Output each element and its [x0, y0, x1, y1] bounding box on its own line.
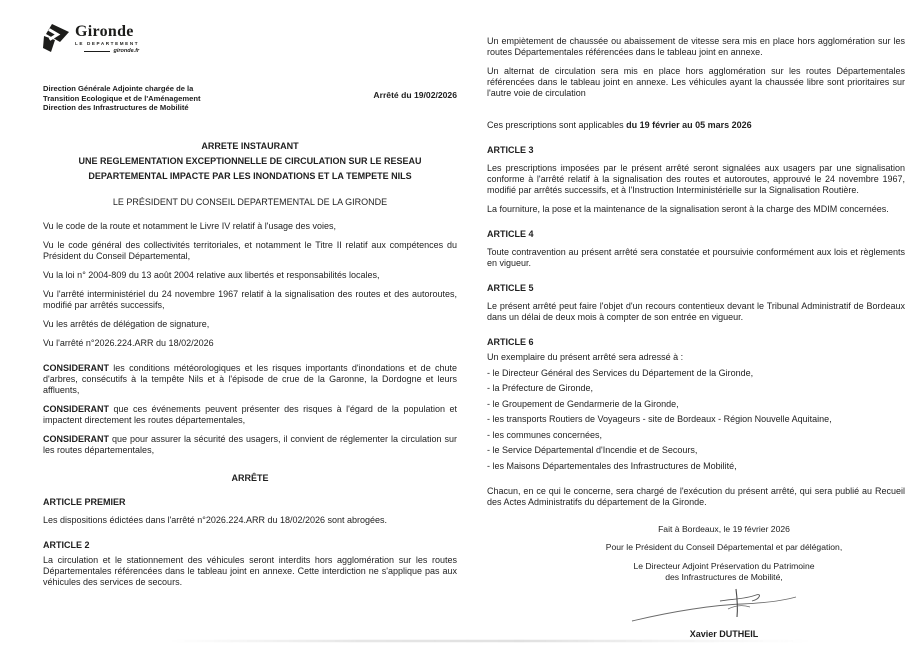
article-heading-2: ARTICLE 2 [43, 539, 90, 550]
header-row [43, 84, 457, 113]
gironde-logo-mark-icon [43, 24, 70, 60]
applicability-dates: du 19 février au 05 mars 2026 [626, 120, 752, 130]
considerant-lead: CONSIDERANT [43, 433, 110, 444]
considerant-text: que pour assurer la sécurité des usagers, il convient de réglementer la circulation sur les routes départementales, [43, 433, 457, 455]
considerant-lead: CONSIDERANT [43, 362, 110, 373]
closing-paragraph: Chacun, en ce qui le concerne, sera chargé de l'exécution du présent arrêté, qui sera publié au Recueil des Actes Administratifs du département de la Gironde. [487, 485, 905, 507]
measure-paragraph: Un alternat de circulation sera mis en place hors agglomération sur les routes Départementales référencées dans le tableau joint en annexe. Les véhicules ayant la chaussée libre sont prioritaires sur l'autre voie de circulation [487, 66, 905, 98]
logo-site-text: gironde.fr [113, 48, 140, 54]
visa-paragraph: Vu le code de la route et notamment le Livre IV relatif à l'usage des voies, [43, 220, 337, 231]
visa-paragraph: Vu le code général des collectivités territoriales, et notamment le Titre II relatif aux compétences du Président du Conseil Départemental, [43, 239, 457, 261]
article-heading-premier: ARTICLE PREMIER [43, 496, 126, 507]
logo-dept-text: LE DEPARTEMENT [75, 41, 140, 46]
list-item: - le Service Départemental d'Incendie et de Secours, [487, 445, 698, 455]
article-heading-4: ARTICLE 4 [487, 229, 534, 239]
list-item: - le Groupement de Gendarmerie de la Gironde, [487, 398, 679, 409]
article-paragraph: Le présent arrêté peut faire l'objet d'un recours contentieux devant le Tribunal Administratif de Bordeaux dans un délai de deux mois à compter de son entrée en vigueur. [487, 301, 905, 322]
visa-paragraph: Vu les arrêtés de délégation de signature, [43, 318, 210, 329]
article-paragraph: Toute contravention au présent arrêté sera constatée et poursuivie conformément aux lois et règlements en vigueur. [487, 247, 905, 268]
president-line: LE PRÉSIDENT DU CONSEIL DEPARTEMENTAL DE LA GIRONDE [112, 196, 388, 207]
right-column [487, 36, 905, 639]
visa-paragraph: Vu l'arrêté n°2026.224.ARR du 18/02/2026 [43, 337, 214, 348]
visa-paragraph: Vu la loi n° 2004-809 du 13 août 2004 relative aux libertés et responsabilités locales, [43, 269, 380, 280]
direction-line: Transition Ecologique et de l'Aménagement [43, 93, 201, 103]
article-paragraph: Les dispositions édictées dans l'arrêté n°2026.224.ARR du 18/02/2026 sont abrogées. [43, 514, 388, 525]
considerant-paragraph [43, 404, 457, 426]
article-heading-6: ARTICLE 6 [487, 337, 534, 347]
arrete-date: Arrêté du 19/02/2026 [373, 90, 457, 100]
signature-scribble-icon [559, 585, 889, 629]
visa-paragraph: Vu l'arrêté interministériel du 24 novembre 1967 relatif à la signalisation des routes et des autoroutes, modifié par arrêtés successifs, [43, 288, 457, 310]
signatory-name: Xavier DUTHEIL [689, 628, 759, 639]
direction-line: Direction Générale Adjointe chargée de la [43, 84, 194, 93]
list-item: - les communes concernées, [487, 429, 603, 440]
logo-brand-text: Gironde [75, 23, 134, 40]
article-heading-3: ARTICLE 3 [487, 145, 534, 155]
signature-block [559, 524, 889, 639]
article-heading-5: ARTICLE 5 [487, 283, 534, 293]
list-item: - les transports Routiers de Voyageurs - site de Bordeaux - Région Nouvelle Aquitaine, [487, 414, 832, 424]
direction-line: Direction des Infrastructures de Mobilité [43, 103, 189, 113]
signature-role-line-1: Le Directeur Adjoint Préservation du Patrimoine [633, 560, 815, 571]
title-line-2: UNE REGLEMENTATION EXCEPTIONNELLE DE CIRCULATION SUR LE RESEAU [78, 155, 422, 166]
considerant-lead: CONSIDERANT [43, 403, 110, 414]
list-item: - le Directeur Général des Services du Département de la Gironde, [487, 367, 754, 378]
applicability-prefix: Ces prescriptions sont applicables [487, 120, 627, 130]
considerant-text: que ces événements peuvent présenter des risques à l'égard de la population et impactent directement les routes départementales, [43, 403, 457, 425]
article-paragraph: Un exemplaire du présent arrêté sera adressé à : [487, 352, 684, 362]
scan-shadow [170, 640, 810, 642]
article-paragraph: Les prescriptions imposées par le présent arrêté seront signalées aux usagers par une signalisation conforme à l'arrêté relatif à la signalisation des routes et autoroutes, approuvé le 24 novembre 1967, modifié par arrêtés successifs, et à l'Instruction Interministérielle sur la Signalisation Routière. [487, 163, 905, 195]
logo-rule [84, 51, 110, 52]
title-line-3: DEPARTEMENTAL IMPACTE PAR LES INONDATIONS ET LA TEMPETE NILS [88, 170, 412, 181]
signature-role [559, 561, 889, 583]
direction-block [43, 84, 201, 113]
list-item: - la Préfecture de Gironde, [487, 383, 594, 393]
article-paragraph: La fourniture, la pose et la maintenance de la signalisation seront à la charge des MDIM concernées. [487, 204, 889, 214]
applicability-line [487, 120, 905, 131]
considerant-text: les conditions météorologiques et les risques importants d'inondations et de chute d'arbres, consécutifs à la tempête Nils et à l'épisode de crue de la Garonne, la Dordogne et leurs affluents, [43, 362, 457, 395]
title-line-1: ARRETE INSTAURANT [201, 140, 299, 151]
list-item: - les Maisons Départementales des Infrastructures de Mobilité, [487, 460, 737, 471]
arrete-heading: ARRÊTE [231, 472, 269, 483]
recipients-list [487, 368, 905, 472]
signature-place-date: Fait à Bordeaux, le 19 février 2026 [658, 523, 790, 534]
article-paragraph: La circulation et le stationnement des véhicules seront interdits hors agglomération sur les routes Départementales référencées dans le tableau joint en annexe. Cette interdiction ne s'applique pas aux véhicules des services de secours. [43, 554, 457, 587]
logo-site-row [75, 48, 139, 54]
document-title [43, 139, 457, 184]
logo-text [75, 24, 139, 54]
signature-role-line-2: des Infrastructures de Mobilité, [665, 571, 783, 582]
gironde-logo [43, 24, 457, 60]
left-column [43, 24, 457, 588]
considerant-paragraph [43, 434, 457, 456]
measure-paragraph: Un empiètement de chaussée ou abaissement de vitesse sera mis en place hors agglomération sur les routes Départementales référencées dans le tableau joint en annexe. [487, 36, 905, 57]
signature-delegation: Pour le Président du Conseil Départemental et par délégation, [605, 541, 843, 552]
considerant-paragraph [43, 363, 457, 396]
